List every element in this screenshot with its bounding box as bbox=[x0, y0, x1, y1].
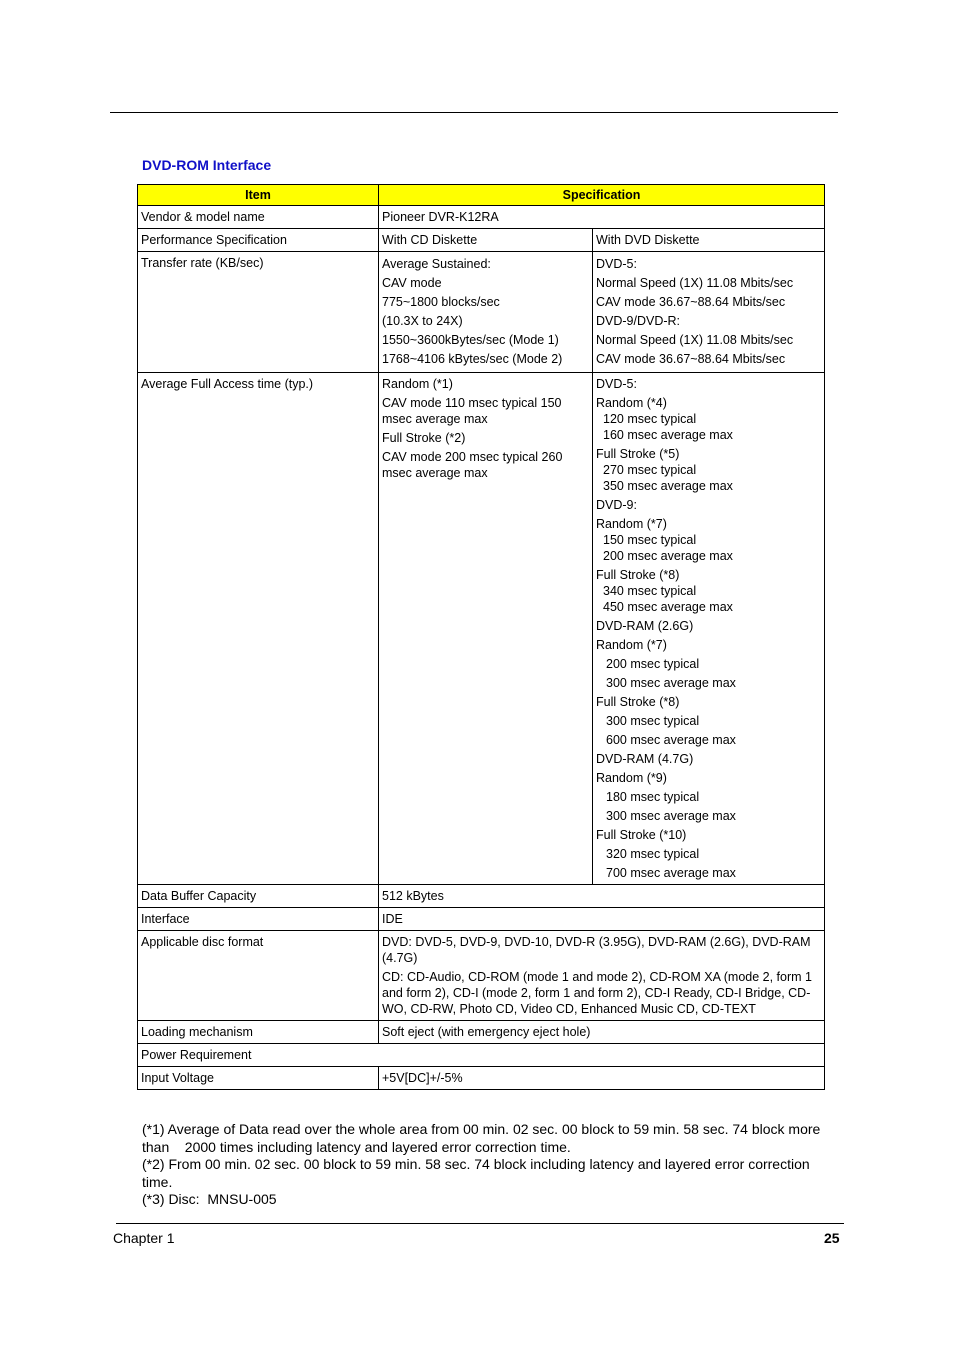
table-row bbox=[138, 373, 825, 885]
list-item: 270 msec typical bbox=[603, 463, 697, 477]
list-item: Full Stroke (*5) bbox=[596, 447, 680, 461]
list-item: 200 msec average max bbox=[603, 549, 733, 563]
list-item: Full Stroke (*2) bbox=[382, 431, 466, 445]
list-item: 1768~4106 kBytes/sec (Mode 2) bbox=[382, 352, 563, 366]
header-item: Item bbox=[138, 185, 379, 206]
list-item: DVD-RAM (4.7G) bbox=[596, 752, 694, 766]
row-value: IDE bbox=[379, 908, 825, 931]
disc-format-cell bbox=[379, 931, 825, 1021]
list-item: 600 msec average max bbox=[606, 733, 736, 747]
header-rule bbox=[110, 112, 838, 113]
transfer-cd-cell bbox=[379, 252, 593, 373]
table-row bbox=[138, 229, 825, 252]
list-item: Normal Speed (1X) 11.08 Mbits/sec bbox=[596, 276, 794, 290]
table-row bbox=[138, 206, 825, 229]
list-item: Average Sustained: bbox=[382, 257, 491, 271]
list-item: 150 msec typical bbox=[603, 533, 697, 547]
list-item: 1550~3600kBytes/sec (Mode 1) bbox=[382, 333, 559, 347]
table-row bbox=[138, 931, 825, 1021]
row-label: Loading mechanism bbox=[138, 1021, 379, 1044]
list-item: 180 msec typical bbox=[606, 790, 700, 804]
cd-column-label: With CD Diskette bbox=[379, 229, 593, 252]
dvd-column-label: With DVD Diskette bbox=[593, 229, 825, 252]
table-row bbox=[138, 1067, 825, 1090]
row-label: Transfer rate (KB/sec) bbox=[138, 252, 379, 373]
list-item: 700 msec average max bbox=[606, 866, 736, 880]
access-cd-cell bbox=[379, 373, 593, 885]
list-item: DVD-5: bbox=[596, 257, 637, 271]
row-label: Interface bbox=[138, 908, 379, 931]
row-value: +5V[DC]+/-5% bbox=[379, 1067, 825, 1090]
table-row bbox=[138, 1021, 825, 1044]
footer-chapter: Chapter 1 bbox=[113, 1230, 175, 1246]
list-item: Full Stroke (*10) bbox=[596, 828, 687, 842]
list-item: Full Stroke (*8) bbox=[596, 695, 680, 709]
row-value: Pioneer DVR-K12RA bbox=[379, 206, 825, 229]
list-item: DVD-5: bbox=[596, 377, 637, 391]
list-item: Random (*1) bbox=[382, 377, 453, 391]
row-value: Soft eject (with emergency eject hole) bbox=[379, 1021, 825, 1044]
list-item: DVD: DVD-5, DVD-9, DVD-10, DVD-R (3.95G), DVD-RAM (2.6G), DVD-RAM (4.7G) bbox=[382, 935, 811, 965]
list-item: 300 msec typical bbox=[606, 714, 700, 728]
table-row bbox=[138, 1044, 825, 1067]
row-label: Applicable disc format bbox=[138, 931, 379, 1021]
list-item: 320 msec typical bbox=[606, 847, 700, 861]
list-item: CAV mode 110 msec typical 150 msec average max bbox=[382, 396, 562, 426]
list-item: 300 msec average max bbox=[606, 809, 736, 823]
row-label: Input Voltage bbox=[138, 1067, 379, 1090]
header-specification: Specification bbox=[379, 185, 825, 206]
list-item: 340 msec typical bbox=[603, 584, 697, 598]
footnote: (*3) Disc: MNSU-005 bbox=[142, 1191, 277, 1207]
list-item: Normal Speed (1X) 11.08 Mbits/sec bbox=[596, 333, 794, 347]
list-item: (10.3X to 24X) bbox=[382, 314, 463, 328]
section-title: DVD-ROM Interface bbox=[142, 157, 272, 173]
table-row bbox=[138, 252, 825, 373]
list-item: Random (*7) bbox=[596, 638, 667, 652]
list-item: CAV mode bbox=[382, 276, 442, 290]
list-item: Full Stroke (*8) bbox=[596, 568, 680, 582]
list-item: DVD-RAM (2.6G) bbox=[596, 619, 694, 633]
list-item: Random (*9) bbox=[596, 771, 667, 785]
table-row bbox=[138, 908, 825, 931]
footer-rule bbox=[116, 1223, 844, 1224]
row-label: Power Requirement bbox=[138, 1044, 825, 1067]
list-item: DVD-9/DVD-R: bbox=[596, 314, 681, 328]
list-item: Random (*7) bbox=[596, 517, 667, 531]
list-item: 120 msec typical bbox=[603, 412, 697, 426]
list-item: 350 msec average max bbox=[603, 479, 733, 493]
transfer-dvd-cell bbox=[593, 252, 825, 373]
list-item: 300 msec average max bbox=[606, 676, 736, 690]
row-label: Data Buffer Capacity bbox=[138, 885, 379, 908]
footnote: (*2) From 00 min. 02 sec. 00 block to 59 min. 58 sec. 74 block including latency and layered error correction time. bbox=[142, 1156, 810, 1190]
row-value: 512 kBytes bbox=[379, 885, 825, 908]
list-item: CD: CD-Audio, CD-ROM (mode 1 and mode 2), CD-ROM XA (mode 2, form 1 and form 2), CD-I (mode 2, form 1 and form 2), CD-I Ready, CD-I Bridge, CD-WO, CD-RW, Photo CD, Video CD, Enhanced Music CD, CD-TEXT bbox=[382, 970, 812, 1016]
table-header-row bbox=[138, 185, 825, 206]
list-item: CAV mode 200 msec typical 260 msec average max bbox=[382, 450, 563, 480]
list-item: 775~1800 blocks/sec bbox=[382, 295, 500, 309]
row-label: Performance Specification bbox=[138, 229, 379, 252]
footnote: (*1) Average of Data read over the whole area from 00 min. 02 sec. 00 block to 59 min. 58 sec. 74 block more than 2000 times including latency and layered error correction time. bbox=[142, 1121, 825, 1155]
footnotes bbox=[142, 1121, 842, 1209]
spec-table bbox=[137, 184, 825, 1090]
list-item: 450 msec average max bbox=[603, 600, 733, 614]
list-item: 200 msec typical bbox=[606, 657, 700, 671]
row-label: Vendor & model name bbox=[138, 206, 379, 229]
table-row bbox=[138, 885, 825, 908]
list-item: 160 msec average max bbox=[603, 428, 733, 442]
page-number: 25 bbox=[824, 1230, 840, 1246]
list-item: CAV mode 36.67~88.64 Mbits/sec bbox=[596, 295, 786, 309]
list-item: DVD-9: bbox=[596, 498, 637, 512]
list-item: CAV mode 36.67~88.64 Mbits/sec bbox=[596, 352, 786, 366]
row-label: Average Full Access time (typ.) bbox=[138, 373, 379, 885]
access-dvd-cell bbox=[593, 373, 825, 885]
list-item: Random (*4) bbox=[596, 396, 667, 410]
